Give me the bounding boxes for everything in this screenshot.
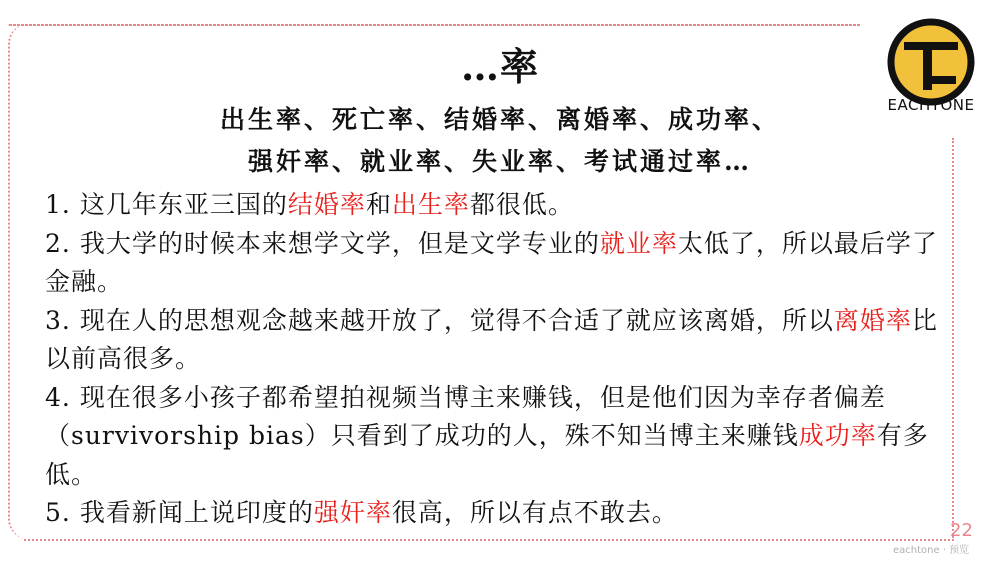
highlighted-term: 成功率 bbox=[798, 421, 877, 450]
sentence-text: 这几年东亚三国的 bbox=[79, 190, 288, 219]
sentence-number: 4. bbox=[45, 382, 80, 412]
highlighted-term: 出生率 bbox=[391, 190, 470, 219]
highlighted-term: 离婚率 bbox=[833, 305, 912, 335]
sentence-text: 现在人的思想观念越来越开放了，觉得不合适了就应该离婚，所以 bbox=[79, 305, 834, 335]
sentence-number: 1. bbox=[45, 190, 80, 219]
watermark: eachtone · 预览 bbox=[893, 545, 970, 556]
sentence-number: 2. bbox=[45, 228, 80, 258]
example-sentence-list bbox=[45, 186, 945, 533]
slide-frame-bottom bbox=[24, 539, 954, 541]
example-sentence bbox=[45, 302, 945, 379]
slide-frame-top bbox=[8, 24, 860, 26]
sentence-text: 我大学的时候本来想学文学，但是文学专业的 bbox=[79, 228, 600, 258]
example-sentence bbox=[45, 379, 945, 495]
sentence-text: 现在很多小孩子都希望拍视频当博主来赚钱，但是他们因为幸存者偏差（survivorship bias）只看到了成功的人，殊不知当博主来赚钱 bbox=[45, 382, 886, 450]
sentence-text: 有多低。 bbox=[45, 421, 929, 489]
sentence-text: 都很低。 bbox=[469, 190, 574, 219]
example-sentence bbox=[45, 225, 945, 302]
sentence-number: 5. bbox=[45, 498, 80, 527]
subtitle-line-2: 强奸率、就业率、失业率、考试通过率… bbox=[247, 147, 752, 176]
sentence-text: 和 bbox=[365, 190, 392, 219]
sentence-text: 比以前高很多。 bbox=[45, 305, 938, 373]
example-sentence bbox=[45, 186, 945, 225]
highlighted-term: 就业率 bbox=[599, 228, 678, 258]
page-number: 22 bbox=[950, 520, 973, 541]
slide-frame-left bbox=[8, 24, 30, 539]
sentence-text: 我看新闻上说印度的 bbox=[79, 498, 314, 527]
sentence-text: 太低了，所以最后学了金融。 bbox=[45, 228, 938, 296]
highlighted-term: 强奸率 bbox=[313, 498, 392, 527]
highlighted-term: 结婚率 bbox=[287, 190, 366, 219]
sentence-number: 3. bbox=[45, 305, 80, 335]
subtitle-line-1: 出生率、死亡率、结婚率、离婚率、成功率、 bbox=[219, 105, 780, 134]
sentence-text: 很高，所以有点不敢去。 bbox=[391, 498, 678, 527]
slide-title: …率 bbox=[460, 44, 539, 89]
logo-text: EACHTONE bbox=[887, 96, 975, 114]
slide-frame-right bbox=[952, 138, 954, 538]
example-sentence bbox=[45, 494, 945, 533]
